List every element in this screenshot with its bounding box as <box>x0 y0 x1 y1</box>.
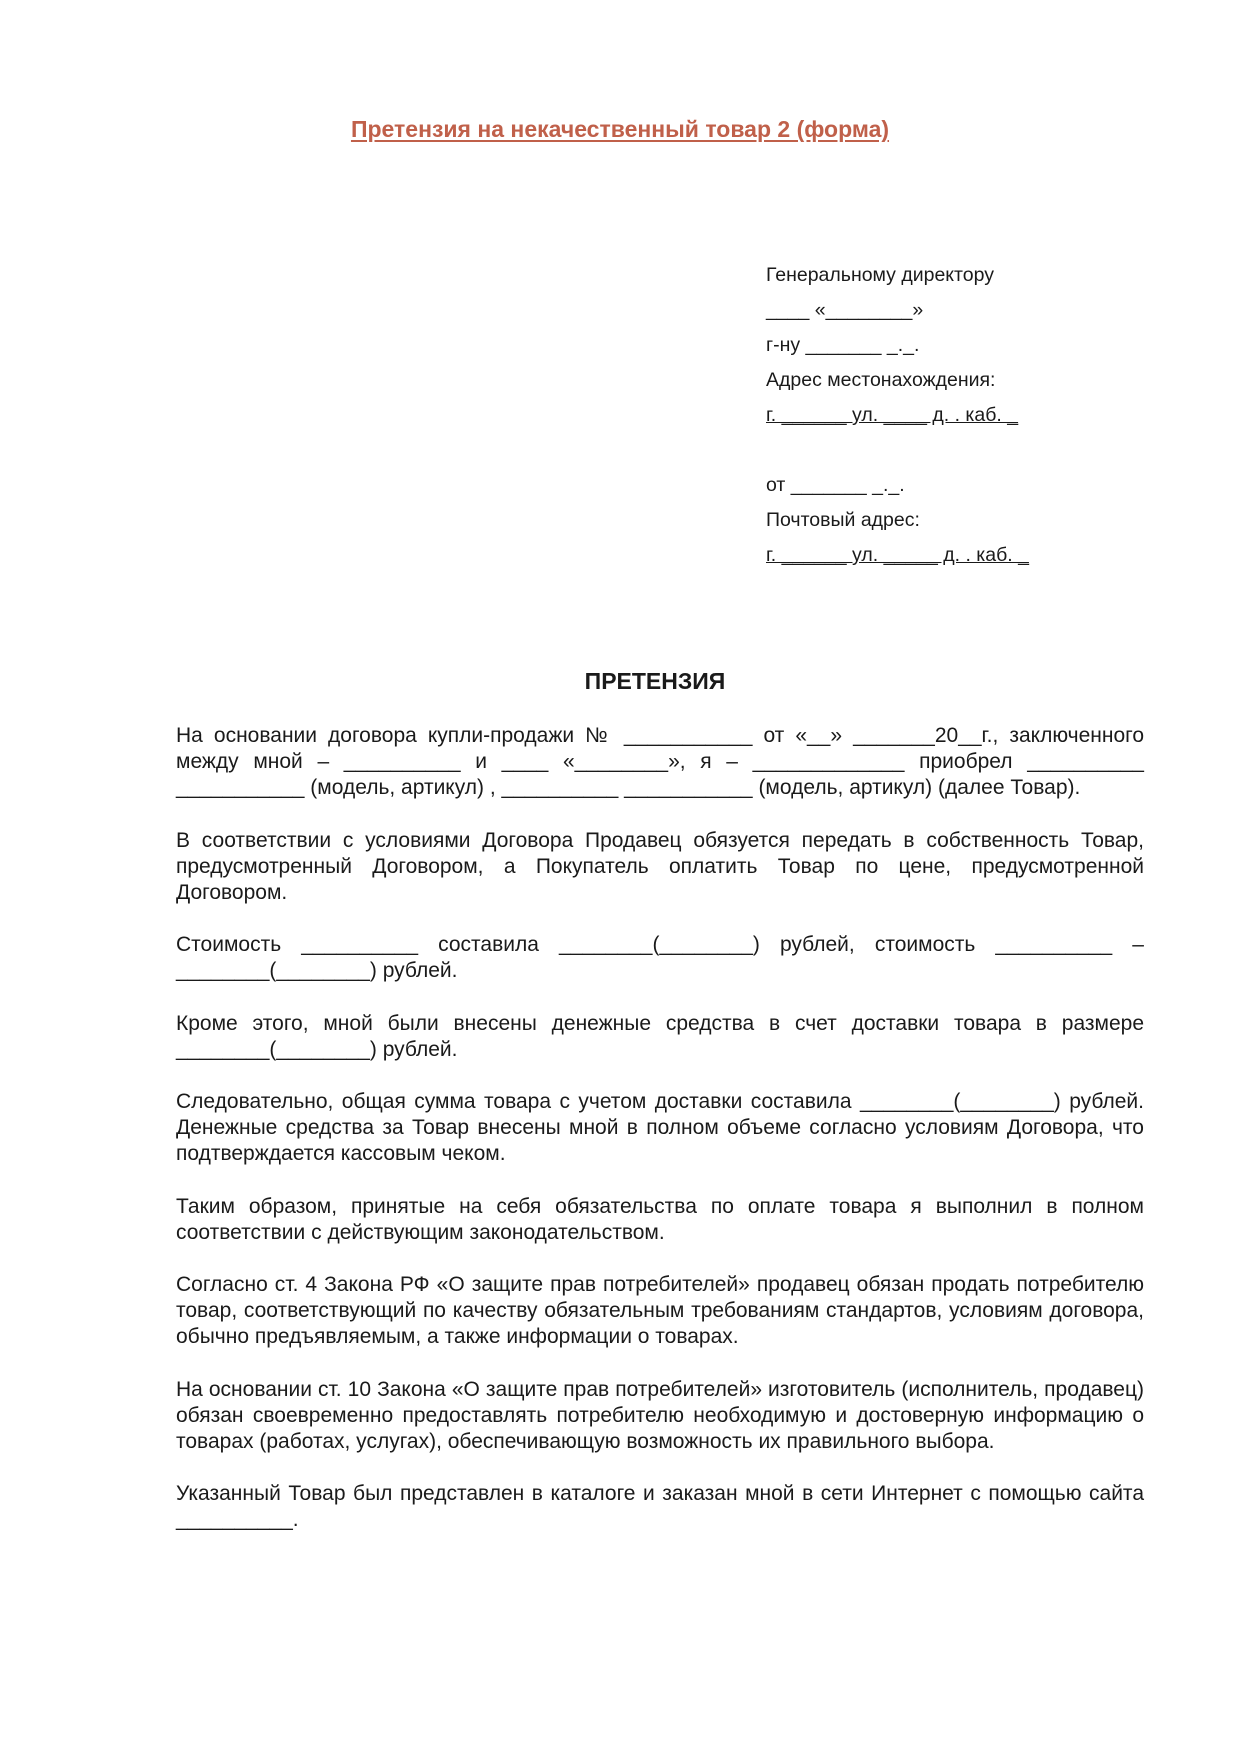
addressee-name: г-ну _______ _._. <box>766 334 920 356</box>
paragraph-catalog: Указанный Товар был представлен в каталоге и заказан мной в сети Интернет с помощью сайта __________. <box>176 1482 1144 1532</box>
addressee-block <box>766 258 1146 573</box>
paragraph-law-article-10: На основании ст. 10 Закона «О защите прав потребителей» изготовитель (исполнитель, продавец) обязан своевременно предоставлять потребителю необходимую и достоверную информацию о товарах (работах, услугах), обеспечивающую возможность их правильного выбора. <box>176 1377 1144 1454</box>
sender-name: от _______ _._. <box>766 474 905 496</box>
paragraph-total: Следовательно, общая сумма товара с учетом доставки составила ________(________) рублей. Денежные средства за Товар внесены мной в полном объеме согласно условиям Договора, что подтверждается кассовым чеком. <box>176 1090 1144 1166</box>
paragraph-delivery: Кроме этого, мной были внесены денежные средства в счет доставки товара в размере ________(________) рублей. <box>176 1011 1144 1061</box>
addressee-location-address: г. ______ ул. ____ д. . каб. _ <box>766 404 1019 426</box>
sender-postal-address: г. ______ ул. _____ д. . каб. _ <box>766 544 1029 566</box>
addressee-position: Генеральному директору <box>766 264 994 286</box>
claim-body <box>176 723 1144 1560</box>
addressee-company: ____ «________» <box>766 299 924 321</box>
sender-postal-label: Почтовый адрес: <box>766 509 920 531</box>
paragraph-obligations: В соответствии с условиями Договора Продавец обязуется передать в собственность Товар, предусмотренный Договором, а Покупатель оплатить Товар по цене, предусмотренной Договором. <box>176 828 1144 905</box>
paragraph-cost: Стоимость __________ составила ________(________) рублей, стоимость __________ – ________(________) рублей. <box>176 933 1144 983</box>
paragraph-contract: На основании договора купли-продажи № ___________ от «__» _______20__г., заключенного между мной – __________ и ____ «________», я – _____________ приобрел __________ ___________ (модель, артикул) , __________ ___________ (модель, артикул) (далее Товар). <box>176 724 1144 800</box>
form-title[interactable]: Претензия на некачественный товар 2 (форма) <box>350 116 890 142</box>
paragraph-law-article-4: Согласно ст. 4 Закона РФ «О защите прав потребителей» продавец обязан продать потребителю товар, соответствующий по качеству обязательным требованиям стандартов, условиям договора, обычно предъявляемым, а также информации о товарах. <box>176 1273 1144 1349</box>
paragraph-fulfilled: Таким образом, принятые на себя обязательства по оплате товара я выполнил в полном соответствии с действующим законодательством. <box>176 1194 1144 1244</box>
addressee-spacer <box>766 433 1146 468</box>
claim-heading: ПРЕТЕНЗИЯ <box>584 668 726 694</box>
addressee-location-label: Адрес местонахождения: <box>766 369 996 391</box>
